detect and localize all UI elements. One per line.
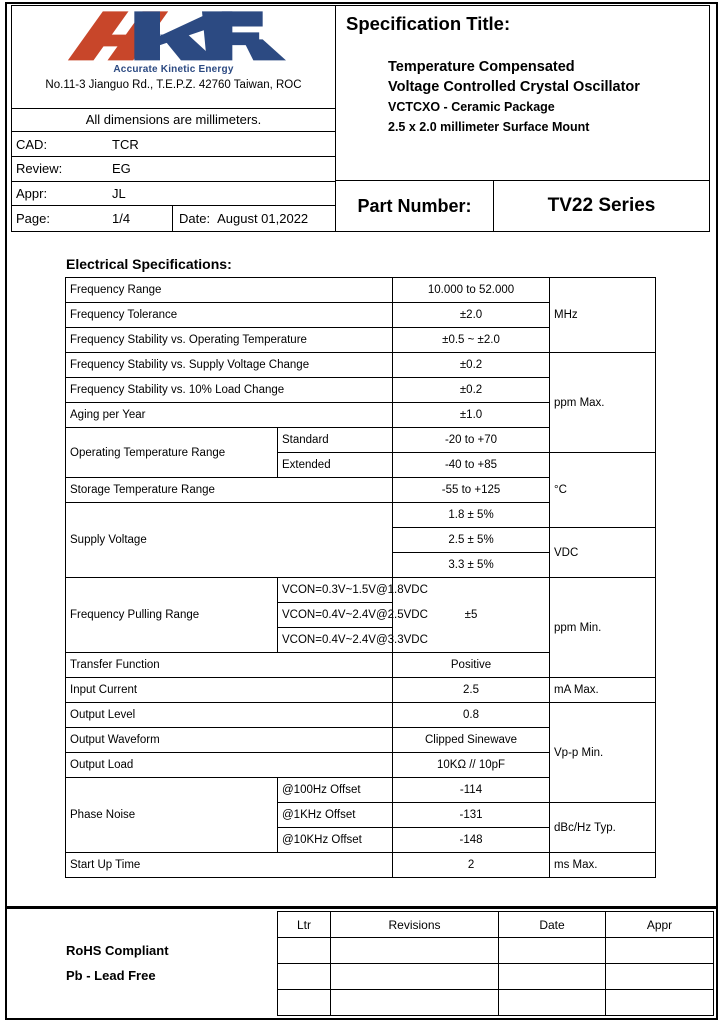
spec-value: Clipped Sinewave — [393, 728, 550, 753]
revision-header-row — [278, 912, 714, 938]
review-label: Review: — [16, 161, 63, 177]
spec-value: -40 to +85 — [393, 453, 550, 478]
spec-parameter: Frequency Stability vs. Supply Voltage Change — [66, 353, 393, 378]
revision-row — [278, 938, 714, 964]
revision-table — [277, 911, 714, 1016]
revision-cell[interactable] — [278, 990, 331, 1016]
spec-parameter: Output Waveform — [66, 728, 393, 753]
spec-line-2: Voltage Controlled Crystal Oscillator — [388, 79, 640, 95]
spec-value: ±0.5 ~ ±2.0 — [393, 328, 550, 353]
spec-parameter: Operating Temperature Range — [66, 428, 278, 478]
spec-value: -55 to +125 — [393, 478, 550, 503]
spec-parameter: Output Level — [66, 703, 393, 728]
spec-parameter: Aging per Year — [66, 403, 393, 428]
spec-row — [66, 278, 656, 303]
revision-cell[interactable] — [499, 964, 606, 990]
revision-cell[interactable] — [278, 964, 331, 990]
revision-header-cell: Appr — [606, 912, 714, 938]
spec-value: ±0.2 — [393, 353, 550, 378]
page-label: Page: — [16, 211, 50, 227]
cad-label: CAD: — [16, 136, 48, 152]
electrical-specifications-table — [65, 277, 656, 878]
revision-cell[interactable] — [606, 938, 714, 964]
dimensions-note: All dimensions are millimeters. — [12, 109, 335, 133]
spec-unit: MHz — [550, 278, 656, 353]
spec-value: ±2.0 — [393, 303, 550, 328]
spec-value: 0.8 — [393, 703, 550, 728]
spec-parameter: Supply Voltage — [66, 503, 393, 578]
spec-value: -20 to +70 — [393, 428, 550, 453]
spec-value: 1.8 ± 5% — [393, 503, 550, 528]
revision-cell[interactable] — [331, 938, 499, 964]
spec-sub-parameter: @10KHz Offset — [278, 828, 393, 853]
lead-free-line: Pb - Lead Free — [66, 968, 156, 983]
cad-value: TCR — [112, 136, 139, 152]
spec-value: ±0.2 — [393, 378, 550, 403]
spec-title-cell — [336, 6, 709, 181]
spec-value: 2.5 — [393, 678, 550, 703]
revision-cell[interactable] — [499, 990, 606, 1016]
revision-row — [278, 964, 714, 990]
spec-sub-parameter: Extended — [278, 453, 393, 478]
spec-value: 10KΩ // 10pF — [393, 753, 550, 778]
spec-line-1: Temperature Compensated — [388, 59, 575, 75]
page-date-row — [12, 206, 335, 231]
spec-value: -131 — [393, 803, 550, 828]
spec-sub-parameter: VCON=0.4V~2.4V@2.5VDC — [278, 603, 393, 628]
spec-row — [66, 703, 656, 728]
aker-logo — [54, 9, 294, 65]
spec-title-heading: Specification Title: — [346, 13, 511, 34]
rohs-statement — [66, 938, 169, 988]
specification-title-block — [336, 5, 710, 232]
spec-parameter: Transfer Function — [66, 653, 393, 678]
spec-value: 10.000 to 52.000 — [393, 278, 550, 303]
aker-logo-svg — [54, 9, 294, 65]
spec-unit: mA Max. — [550, 678, 656, 703]
spec-line-3: VCTCXO - Ceramic Package — [388, 100, 555, 114]
spec-line-4: 2.5 x 2.0 millimeter Surface Mount — [388, 120, 590, 134]
spec-unit: ppm Min. — [550, 578, 656, 678]
spec-unit: °C — [550, 453, 656, 528]
spec-parameter: Frequency Stability vs. 10% Load Change — [66, 378, 393, 403]
spec-row — [66, 578, 656, 603]
date-label: Date: — [179, 211, 211, 227]
spec-row — [66, 353, 656, 378]
spec-parameter: Output Load — [66, 753, 393, 778]
title-block — [11, 5, 710, 232]
spec-unit: VDC — [550, 528, 656, 578]
spec-value: Positive — [393, 653, 550, 678]
spec-sub-parameter: VCON=0.3V~1.5V@1.8VDC — [278, 578, 393, 603]
revision-cell[interactable] — [606, 990, 714, 1016]
spec-sub-parameter: @1KHz Offset — [278, 803, 393, 828]
spec-parameter: Frequency Tolerance — [66, 303, 393, 328]
part-number-row — [336, 181, 709, 231]
rohs-compliant-line: RoHS Compliant — [66, 943, 169, 958]
revision-header-cell: Revisions — [331, 912, 499, 938]
part-number-value: TV22 Series — [547, 195, 656, 216]
revision-cell[interactable] — [499, 938, 606, 964]
spec-parameter: Start Up Time — [66, 853, 393, 878]
spec-unit: Vp-p Min. — [550, 703, 656, 803]
spec-value: 2 — [393, 853, 550, 878]
spec-unit: dBc/Hz Typ. — [550, 803, 656, 853]
appr-value: JL — [112, 185, 126, 201]
review-row — [12, 157, 335, 182]
cad-row — [12, 132, 335, 157]
revision-cell[interactable] — [278, 938, 331, 964]
spec-parameter: Phase Noise — [66, 778, 278, 853]
spec-parameter: Frequency Range — [66, 278, 393, 303]
revision-row — [278, 990, 714, 1016]
spec-parameter: Frequency Stability vs. Operating Temperature — [66, 328, 393, 353]
company-info-block — [11, 5, 336, 232]
revision-cell[interactable] — [331, 990, 499, 1016]
review-value: EG — [112, 161, 131, 177]
spec-value: -114 — [393, 778, 550, 803]
spec-sub-parameter: Standard — [278, 428, 393, 453]
appr-label: Appr: — [16, 185, 48, 201]
company-tagline: Accurate Kinetic Energy — [113, 64, 234, 75]
spec-value: -148 — [393, 828, 550, 853]
spec-sub-parameter: @100Hz Offset — [278, 778, 393, 803]
spec-sub-parameter: VCON=0.4V~2.4V@3.3VDC — [278, 628, 393, 653]
revision-header-cell: Ltr — [278, 912, 331, 938]
spec-value: ±5 — [393, 578, 550, 653]
spec-value: ±1.0 — [393, 403, 550, 428]
spec-row — [66, 853, 656, 878]
spec-parameter: Storage Temperature Range — [66, 478, 393, 503]
page-cell — [12, 206, 173, 231]
spec-title-lines — [346, 57, 699, 137]
spec-parameter: Input Current — [66, 678, 393, 703]
spec-unit: ms Max. — [550, 853, 656, 878]
revision-cell[interactable] — [606, 964, 714, 990]
revision-header-cell: Date — [499, 912, 606, 938]
part-number-label: Part Number: — [336, 181, 494, 231]
spec-value: 2.5 ± 5% — [393, 528, 550, 553]
logo-cell — [12, 6, 335, 109]
date-value: August 01,2022 — [217, 211, 309, 227]
page-value: 1/4 — [112, 211, 131, 227]
spec-parameter: Frequency Pulling Range — [66, 578, 278, 653]
date-cell — [173, 206, 335, 231]
appr-row — [12, 182, 335, 207]
footer-divider — [7, 906, 716, 909]
company-address: No.11-3 Jianguo Rd., T.E.P.Z. 42760 Taiwan, ROC — [45, 79, 302, 91]
revision-cell[interactable] — [331, 964, 499, 990]
spec-value: 3.3 ± 5% — [393, 553, 550, 578]
electrical-specifications-heading: Electrical Specifications: — [66, 256, 232, 272]
spec-unit: ppm Max. — [550, 353, 656, 453]
spec-row — [66, 678, 656, 703]
